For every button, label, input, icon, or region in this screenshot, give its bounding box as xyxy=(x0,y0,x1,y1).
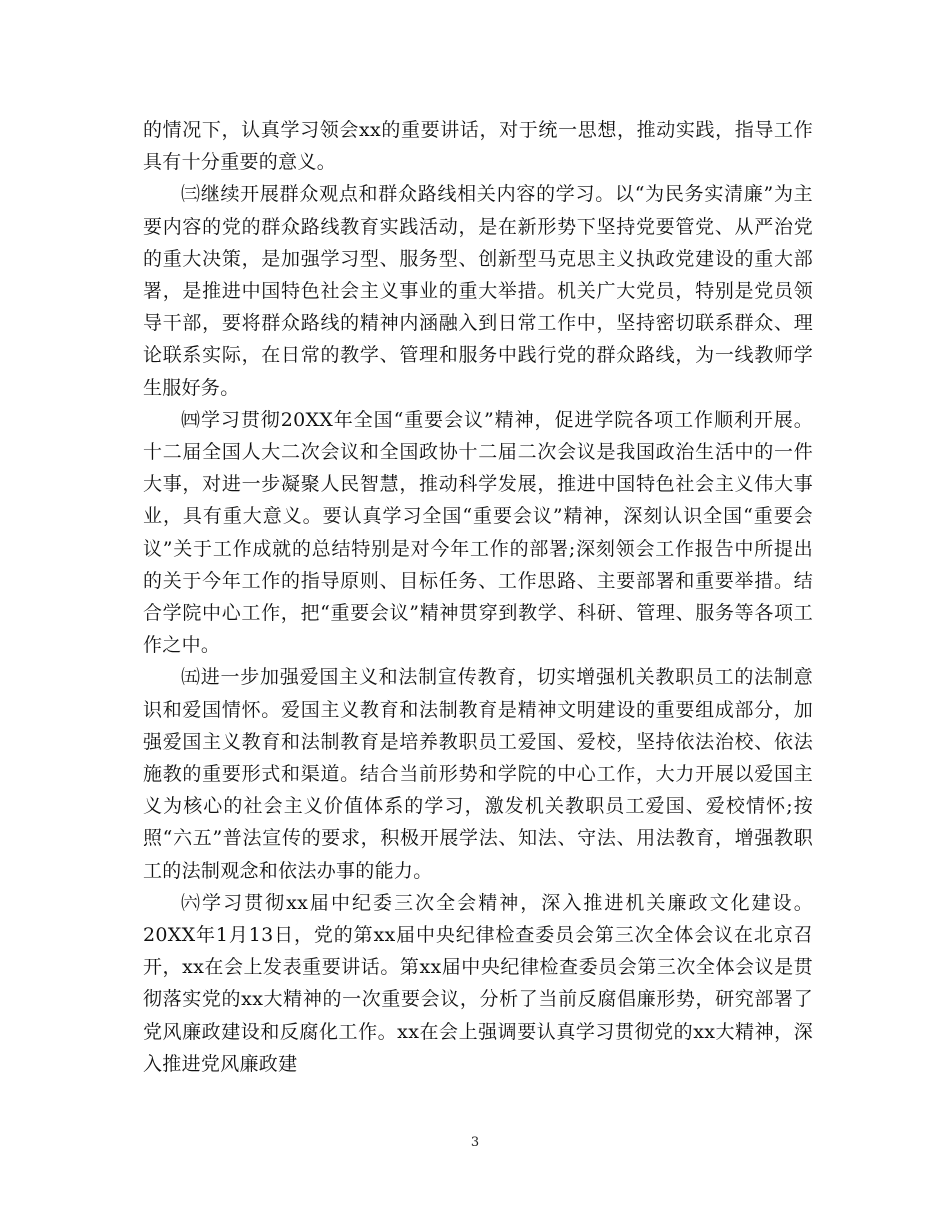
document-body xyxy=(143,114,813,1080)
paragraph-section-4: ㈣学习贯彻20XX年全国“重要会议”精神，促进学院各项工作顺利开展。十二届全国人大二次会议和全国政协十二届二次会议是我国政治生活中的一件大事，对进一步凝聚人民智慧，推动科学发展，推进中国特色社会主义伟大事业，具有重大意义。要认真学习全国“重要会议”精神，深刻认识全国“重要会议”关于工作成就的总结特别是对今年工作的部署;深刻领会工作报告中所提出的关于今年工作的指导原则、目标任务、工作思路、主要部署和重要举措。结合学院中心工作，把“重要会议”精神贯穿到教学、科研、管理、服务等各项工作之中。 xyxy=(143,408,813,657)
paragraph-continuation: 的情况下，认真学习领会xx的重要讲话，对于统一思想，推动实践，指导工作具有十分重要的意义。 xyxy=(143,119,813,174)
paragraph-section-5: ㈤进一步加强爱国主义和法制宣传教育，切实增强机关教职员工的法制意识和爱国情怀。爱国主义教育和法制教育是精神文明建设的重要组成部分，加强爱国主义教育和法制教育是培养教职员工爱国、爱校，坚持依法治校、依法施教的重要形式和渠道。结合当前形势和学院的中心工作，大力开展以爱国主义为核心的社会主义价值体系的学习，激发机关教职员工爱国、爱校情怀;按照“六五”普法宣传的要求，积极开展学法、知法、守法、用法教育，增强教职工的法制观念和依法办事的能力。 xyxy=(143,666,813,882)
paragraph-section-6: ㈥学习贯彻xx届中纪委三次全会精神，深入推进机关廉政文化建设。20XX年1月13日，党的第xx届中央纪律检查委员会第三次全体会议在北京召开，xx在会上发表重要讲话。第xx届中央纪律检查委员会第三次全体会议是贯彻落实党的xx大精神的一次重要会议，分析了当前反腐倡廉形势，研究部署了党风廉政建设和反腐化工作。xx在会上强调要认真学习贯彻党的xx大精神，深入推进党风廉政建 xyxy=(143,891,813,1075)
paragraph-section-3: ㈢继续开展群众观点和群众路线相关内容的学习。以“为民务实清廉”为主要内容的党的群众路线教育实践活动，是在新形势下坚持党要管党、从严治党的重大决策，是加强学习型、服务型、创新型马克思主义执政党建设的重大部署，是推进中国特色社会主义事业的重大举措。机关广大党员，特别是党员领导干部，要将群众路线的精神内涵融入到日常工作中，坚持密切联系群众、理论联系实际，在日常的教学、管理和服务中践行党的群众路线，为一线教师学生服好务。 xyxy=(143,183,813,399)
page-number: 3 xyxy=(470,1135,480,1150)
